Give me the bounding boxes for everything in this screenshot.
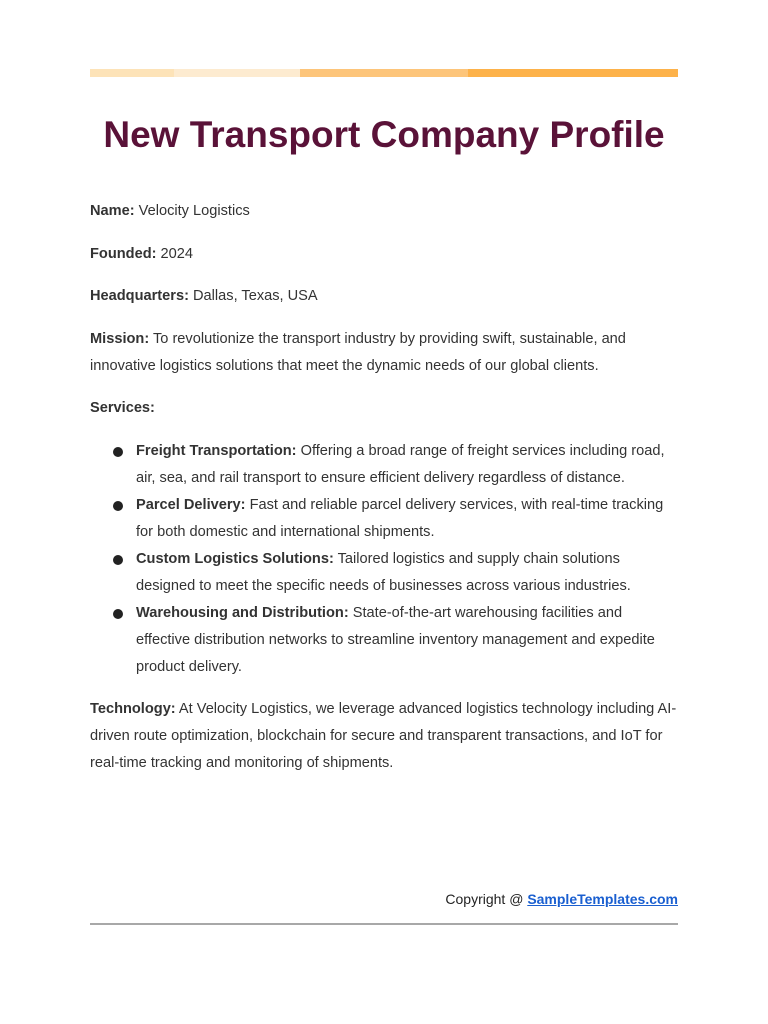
accent-bar-segment: [90, 69, 174, 77]
technology-label: Technology:: [90, 700, 176, 717]
service-title: Freight Transportation:: [136, 442, 297, 459]
document-page: [90, 0, 678, 1024]
service-text: Tailored logistics and supply chain solutions designed to meet the specific needs of businesses across various industries.: [136, 550, 631, 594]
accent-bar-segment: [468, 69, 678, 77]
bullet-icon: [113, 555, 123, 565]
list-item: [90, 546, 678, 600]
accent-bar-segment: [300, 69, 468, 77]
headquarters-value: Dallas, Texas, USA: [193, 288, 318, 304]
sampletemplates-link[interactable]: SampleTemplates.com: [527, 891, 678, 907]
bullet-icon: [113, 447, 123, 457]
service-text: Offering a broad range of freight services including road, air, sea, and rail transport to ensure efficient delivery regardless of distance.: [136, 442, 665, 486]
copyright-footer: [90, 888, 678, 910]
service-text: Fast and reliable parcel delivery services, with real-time tracking for both domestic and international shipments.: [136, 496, 664, 540]
footer-divider: [90, 923, 678, 925]
founded-field: [90, 241, 678, 268]
headquarters-field: [90, 283, 678, 310]
service-title: Warehousing and Distribution:: [136, 604, 349, 621]
name-field: [90, 198, 678, 225]
name-value: Velocity Logistics: [138, 203, 250, 219]
mission-label: Mission:: [90, 330, 150, 347]
page-title: New Transport Company Profile: [103, 114, 665, 155]
founded-label: Founded:: [90, 245, 157, 262]
profile-content: [90, 198, 678, 792]
name-label: Name:: [90, 203, 135, 219]
services-heading: [90, 395, 678, 422]
service-title: Parcel Delivery:: [136, 496, 246, 513]
founded-value: 2024: [160, 245, 193, 262]
bullet-icon: [113, 501, 123, 511]
technology-value: At Velocity Logistics, we leverage advanced logistics technology including AI-driven route optimization, blockchain for secure and transparent transactions, and IoT for real-time tracking and monitoring of shipments.: [90, 700, 677, 771]
service-text: State-of-the-art warehousing facilities and effective distribution networks to streamline inventory management and expedite product delivery.: [136, 604, 655, 675]
copyright-text: Copyright @: [445, 891, 528, 907]
bullet-icon: [113, 609, 123, 619]
list-item: [90, 438, 678, 492]
accent-bar-segment: [174, 69, 300, 77]
service-title: Custom Logistics Solutions:: [136, 550, 334, 567]
services-label: Services:: [90, 400, 155, 416]
list-item: [90, 492, 678, 546]
top-accent-bar: [90, 69, 678, 77]
services-list: [90, 438, 678, 681]
headquarters-label: Headquarters:: [90, 288, 189, 304]
mission-value: To revolutionize the transport industry by providing swift, sustainable, and innovative logistics solutions that meet the dynamic needs of our global clients.: [90, 330, 626, 374]
technology-field: [90, 696, 678, 777]
list-item: [90, 600, 678, 681]
mission-field: [90, 326, 678, 380]
